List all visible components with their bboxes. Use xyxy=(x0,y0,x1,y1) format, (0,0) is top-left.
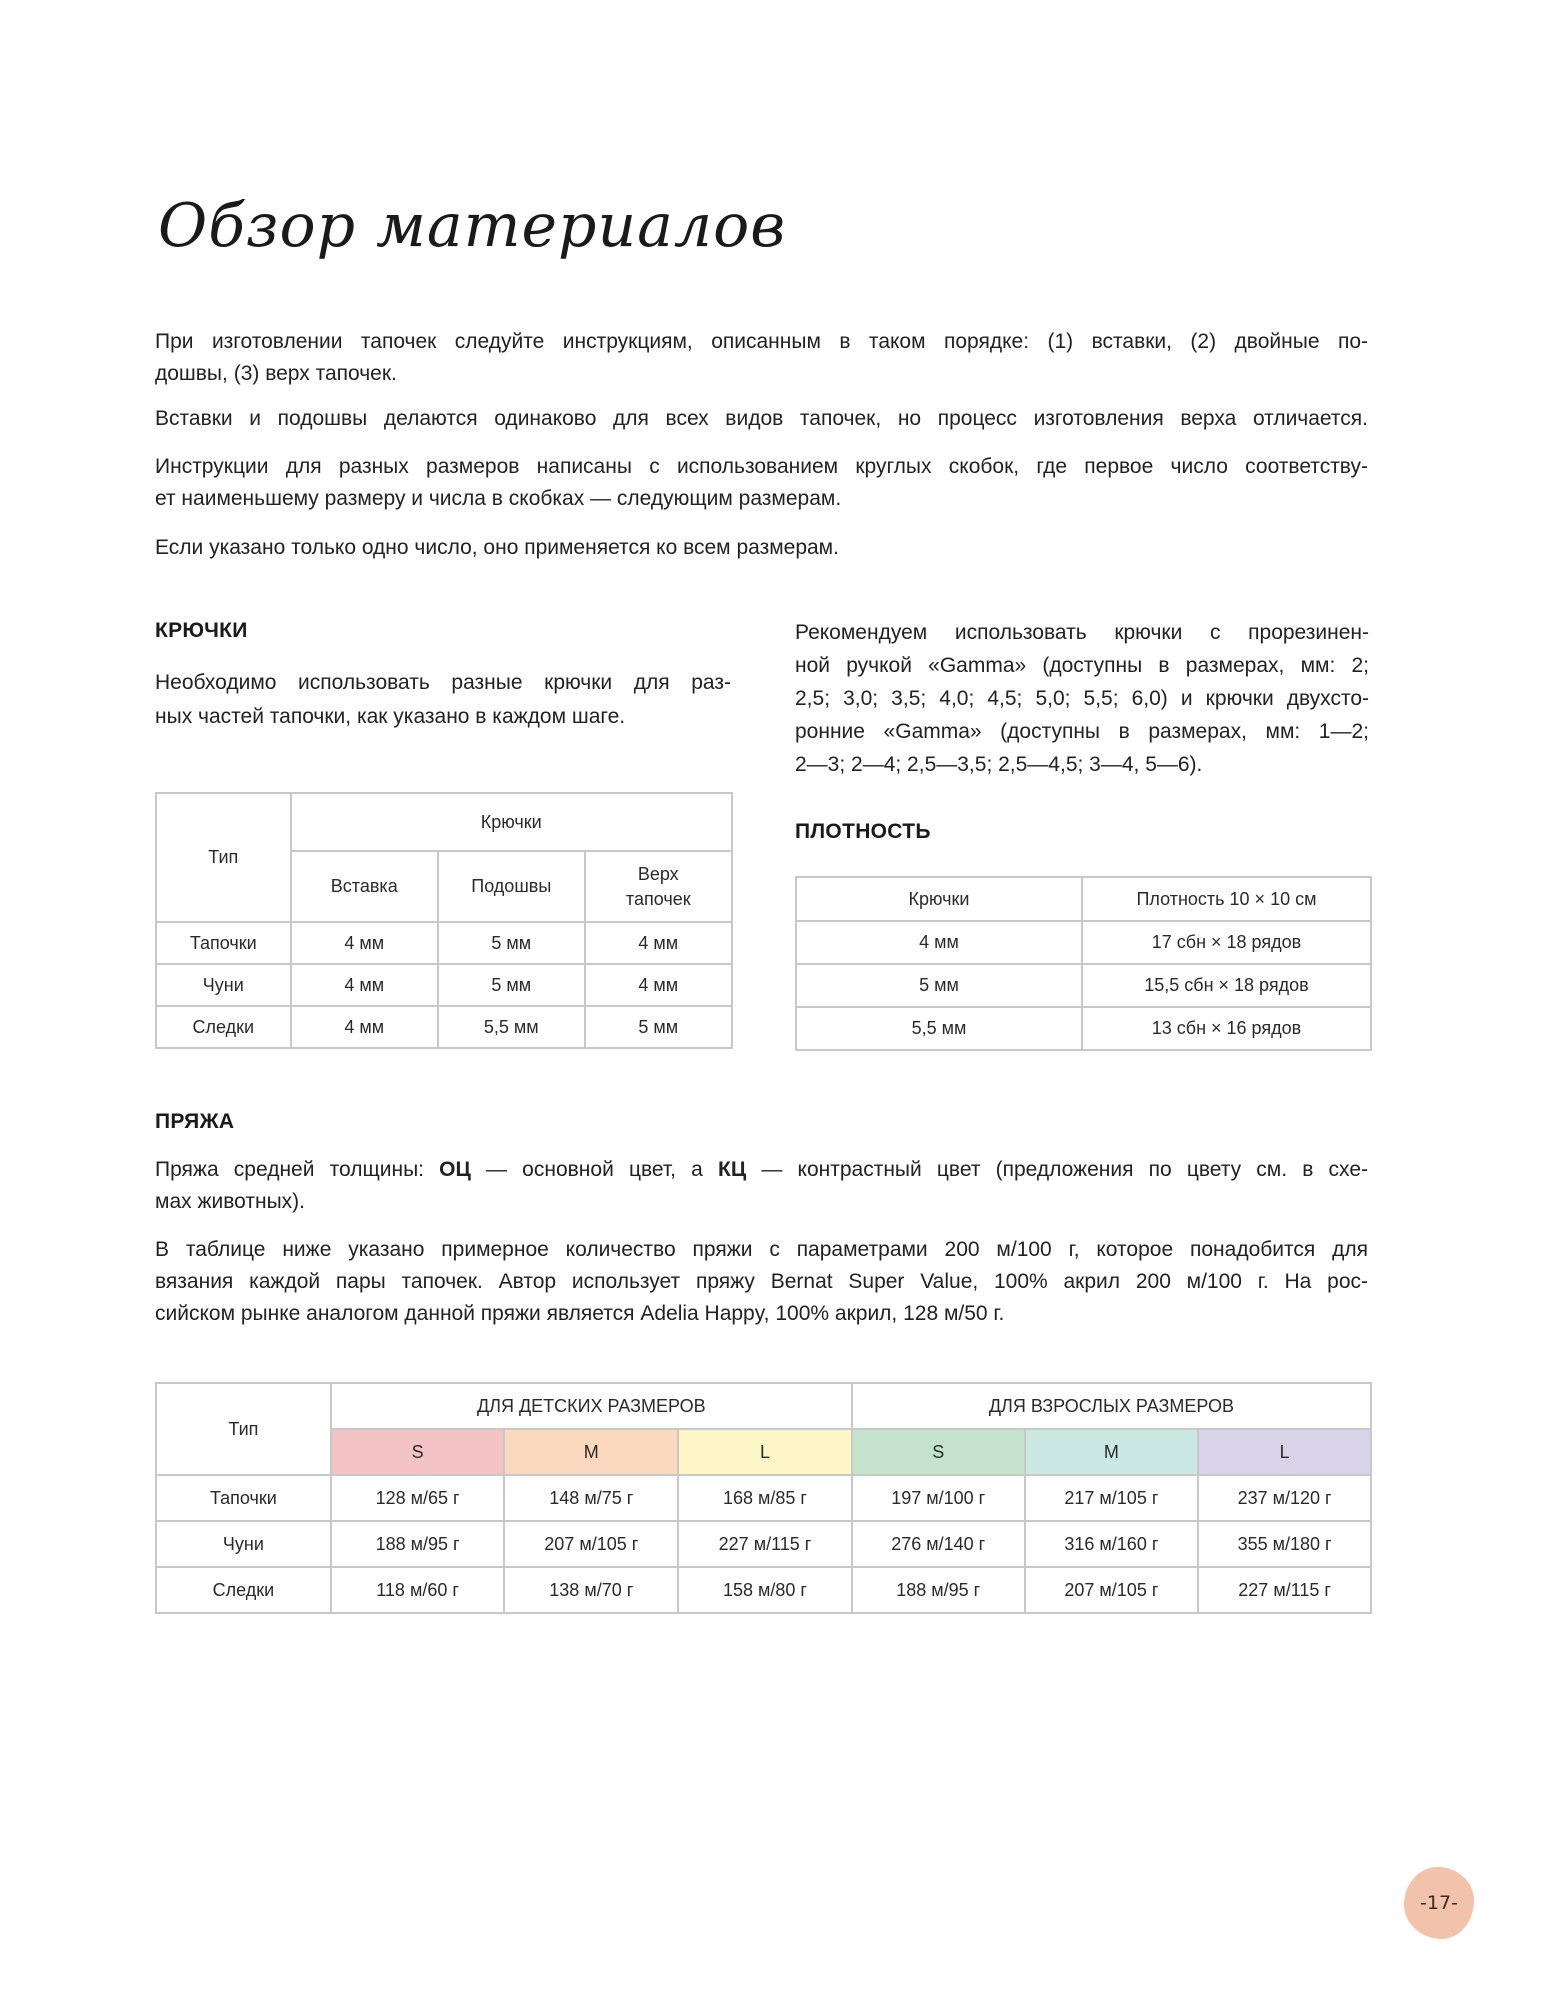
intro-paragraph-1 xyxy=(155,326,1368,390)
text-line: В таблице ниже указано примерное количество пряжи с параметрами 200 м/100 г, которое понадобится для xyxy=(155,1238,1368,1261)
cell: 316 м/160 г xyxy=(1025,1521,1199,1567)
row-type: Чуни xyxy=(156,964,291,1006)
cell: 4 мм xyxy=(796,921,1082,964)
hooks-table-group-header: Крючки xyxy=(291,793,732,851)
text-line: Рекомендуем использовать крючки с прорезинен- xyxy=(795,621,1369,644)
cell: 4 мм xyxy=(585,964,732,1006)
yarn-table-type-header: Тип xyxy=(156,1383,331,1475)
intro-paragraph-2 xyxy=(155,403,1368,435)
yarn-paragraph-2 xyxy=(155,1234,1368,1330)
cell: 128 м/65 г xyxy=(331,1475,505,1521)
cell: 138 м/70 г xyxy=(504,1567,678,1613)
yarn-table-group-adults: ДЛЯ ВЗРОСЛЫХ РАЗМЕРОВ xyxy=(852,1383,1371,1429)
cell: 207 м/105 г xyxy=(1025,1567,1199,1613)
yarn-heading: ПРЯЖА xyxy=(155,1110,235,1133)
cell: 168 м/85 г xyxy=(678,1475,852,1521)
gauge-table xyxy=(795,876,1372,1051)
hooks-recommendation xyxy=(795,616,1369,781)
cell: 355 м/180 г xyxy=(1198,1521,1371,1567)
intro-paragraph-4 xyxy=(155,532,1368,564)
cell: 4 мм xyxy=(291,1006,438,1048)
table-row xyxy=(156,1006,732,1048)
size-adults-s: S xyxy=(852,1429,1025,1475)
row-type: Следки xyxy=(156,1567,331,1613)
gauge-heading: ПЛОТНОСТЬ xyxy=(795,820,931,843)
text-line: При изготовлении тапочек следуйте инструкциям, описанным в таком порядке: (1) вставки, (2) двойные по- xyxy=(155,330,1368,353)
row-type: Тапочки xyxy=(156,922,291,964)
col-header-text: Вставка xyxy=(330,876,398,896)
yarn-table xyxy=(155,1382,1372,1614)
table-row xyxy=(796,921,1371,964)
col-header-text: Подошвы xyxy=(471,876,552,896)
text-line: ет наименьшему размеру и числа в скобках — следующим размерам. xyxy=(155,487,842,510)
text-line: сийском рынке аналогом данной пряжи является Adelia Happy, 100% акрил, 128 м/50 г. xyxy=(155,1302,1005,1325)
cell: 5 мм xyxy=(796,964,1082,1007)
hooks-table-col-header xyxy=(438,851,585,922)
cell: 217 м/105 г xyxy=(1025,1475,1199,1521)
col-header-text: тапочек xyxy=(625,888,691,909)
text-line: 2—3; 2—4; 2,5—3,5; 2,5—4,5; 3—4, 5—6). xyxy=(795,753,1203,776)
text-line: ных частей тапочки, как указано в каждом шаге. xyxy=(155,705,626,728)
intro-paragraph-3 xyxy=(155,451,1368,515)
contrast-color-abbr: КЦ xyxy=(718,1158,747,1181)
table-row xyxy=(156,1521,1371,1567)
cell: 188 м/95 г xyxy=(852,1567,1025,1613)
size-adults-m: M xyxy=(1025,1429,1199,1475)
text-line: Необходимо использовать разные крючки для раз- xyxy=(155,671,731,694)
text-line: ной ручкой «Gamma» (доступны в размерах, мм: 2; xyxy=(795,654,1369,677)
hooks-table-type-header: Тип xyxy=(156,793,291,922)
hooks-table-col-header xyxy=(585,851,732,922)
text-line xyxy=(155,1154,1368,1186)
cell: 276 м/140 г xyxy=(852,1521,1025,1567)
cell: 188 м/95 г xyxy=(331,1521,505,1567)
table-row xyxy=(796,1007,1371,1050)
text-line: 2,5; 3,0; 3,5; 4,0; 4,5; 5,0; 5,5; 6,0) и крючки двухсто- xyxy=(795,687,1369,710)
size-kids-l: L xyxy=(678,1429,852,1475)
text-line: Если указано только одно число, оно применяется ко всем размерам. xyxy=(155,536,839,559)
hooks-heading: КРЮЧКИ xyxy=(155,619,248,642)
text-line: ронние «Gamma» (доступны в размерах, мм: 1—2; xyxy=(795,720,1369,743)
row-type: Тапочки xyxy=(156,1475,331,1521)
main-color-abbr: ОЦ xyxy=(439,1158,471,1181)
col-header-text: Верх xyxy=(637,863,679,884)
table-row xyxy=(156,922,732,964)
hooks-table-col-header xyxy=(291,851,438,922)
text-run: — основной цвет, а xyxy=(470,1158,719,1181)
cell: 4 мм xyxy=(291,964,438,1006)
cell: 5,5 мм xyxy=(438,1006,585,1048)
text-line: вязания каждой пары тапочек. Автор использует пряжу Bernat Super Value, 100% акрил 200 м/100 г. На рос- xyxy=(155,1270,1368,1293)
table-row xyxy=(156,964,732,1006)
text-run: Пряжа средней толщины: xyxy=(155,1158,440,1181)
table-row xyxy=(156,1475,1371,1521)
gauge-table-header: Крючки xyxy=(796,877,1082,921)
cell: 5 мм xyxy=(438,964,585,1006)
text-line: Инструкции для разных размеров написаны с использованием круглых скобок, где первое число соответству- xyxy=(155,455,1368,478)
hooks-table xyxy=(155,792,733,1049)
cell: 227 м/115 г xyxy=(1198,1567,1371,1613)
page-number-badge xyxy=(1404,1867,1474,1939)
cell: 15,5 сбн × 18 рядов xyxy=(1082,964,1371,1007)
row-type: Чуни xyxy=(156,1521,331,1567)
row-type: Следки xyxy=(156,1006,291,1048)
page-title: Обзор материалов xyxy=(158,191,787,261)
cell: 237 м/120 г xyxy=(1198,1475,1371,1521)
cell: 158 м/80 г xyxy=(678,1567,852,1613)
cell: 5 мм xyxy=(438,922,585,964)
cell: 207 м/105 г xyxy=(504,1521,678,1567)
hooks-paragraph xyxy=(155,666,731,734)
text-run: — контрастный цвет (предложения по цвету см. в схе- xyxy=(746,1158,1368,1181)
cell: 5,5 мм xyxy=(796,1007,1082,1050)
cell: 197 м/100 г xyxy=(852,1475,1025,1521)
table-row xyxy=(796,964,1371,1007)
text-line: мах животных). xyxy=(155,1190,306,1213)
cell: 227 м/115 г xyxy=(678,1521,852,1567)
cell: 4 мм xyxy=(585,922,732,964)
cell: 4 мм xyxy=(291,922,438,964)
size-adults-l: L xyxy=(1198,1429,1371,1475)
cell: 148 м/75 г xyxy=(504,1475,678,1521)
text-line: дошвы, (3) верх тапочек. xyxy=(155,362,397,385)
yarn-paragraph-1 xyxy=(155,1154,1368,1218)
text-line: Вставки и подошвы делаются одинаково для всех видов тапочек, но процесс изготовления верха отличается. xyxy=(155,407,1368,430)
gauge-table-header: Плотность 10 × 10 см xyxy=(1082,877,1371,921)
size-kids-s: S xyxy=(331,1429,505,1475)
table-row xyxy=(156,1567,1371,1613)
cell: 5 мм xyxy=(585,1006,732,1048)
page-number: -17- xyxy=(1420,1892,1458,1914)
cell: 17 сбн × 18 рядов xyxy=(1082,921,1371,964)
cell: 13 сбн × 16 рядов xyxy=(1082,1007,1371,1050)
size-kids-m: M xyxy=(504,1429,678,1475)
yarn-table-group-kids: ДЛЯ ДЕТСКИХ РАЗМЕРОВ xyxy=(331,1383,852,1429)
cell: 118 м/60 г xyxy=(331,1567,505,1613)
